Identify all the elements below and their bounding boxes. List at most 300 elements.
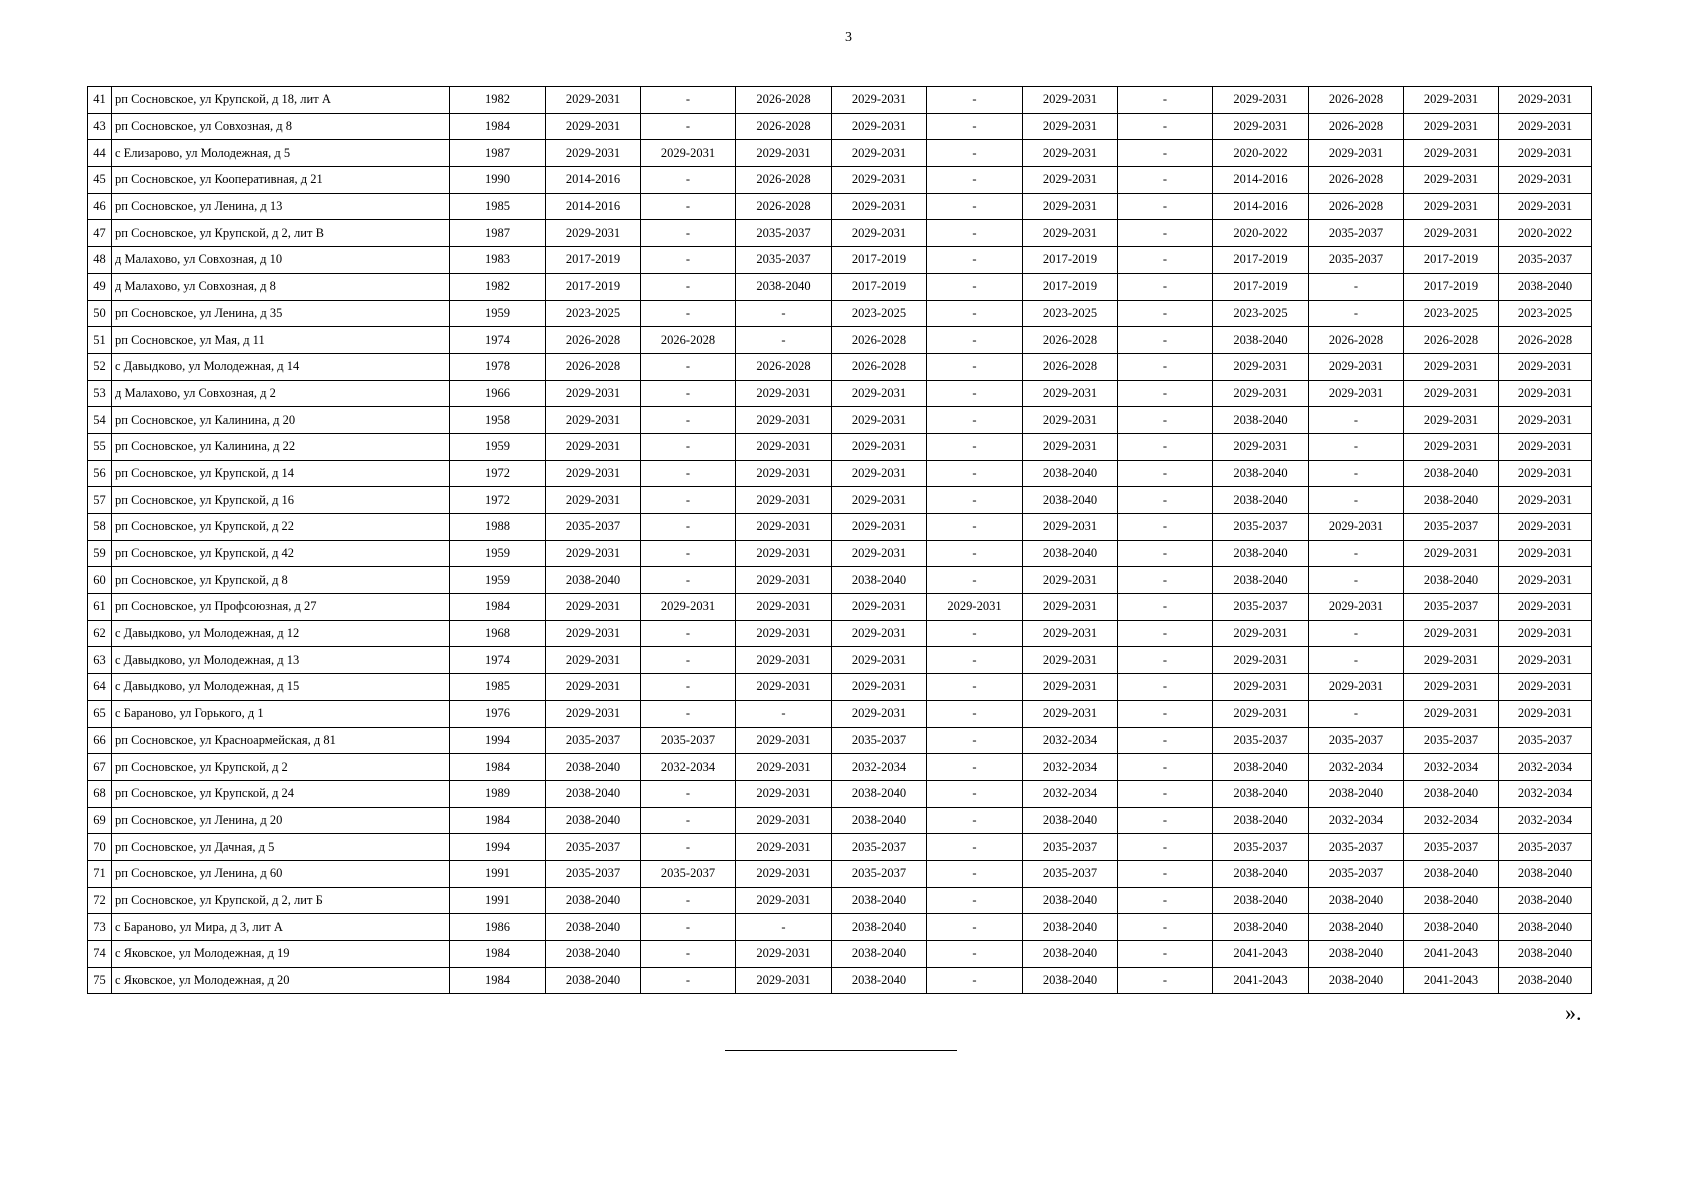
address-cell: с Давыдково, ул Молодежная, д 13 [112, 647, 450, 674]
period-cell: 2014-2016 [1213, 193, 1309, 220]
row-number-cell: 74 [88, 941, 112, 968]
period-cell: - [1309, 300, 1404, 327]
period-cell: 2026-2028 [1404, 327, 1499, 354]
year-cell: 1959 [450, 300, 546, 327]
period-cell: 2029-2031 [832, 620, 927, 647]
period-cell: 2029-2031 [736, 834, 832, 861]
period-cell: 2017-2019 [546, 247, 641, 274]
period-cell: - [927, 87, 1023, 114]
row-number-cell: 50 [88, 300, 112, 327]
period-cell: 2029-2031 [736, 674, 832, 701]
period-cell: 2029-2031 [736, 647, 832, 674]
period-cell: 2029-2031 [1213, 87, 1309, 114]
period-cell: 2035-2037 [546, 860, 641, 887]
period-cell: - [927, 380, 1023, 407]
period-cell: - [1118, 754, 1213, 781]
period-cell: 2023-2025 [546, 300, 641, 327]
period-cell: 2029-2031 [1213, 380, 1309, 407]
period-cell: 2023-2025 [1213, 300, 1309, 327]
period-cell: 2035-2037 [1309, 834, 1404, 861]
period-cell: - [927, 647, 1023, 674]
period-cell: 2038-2040 [1213, 460, 1309, 487]
period-cell: 2020-2022 [1213, 220, 1309, 247]
period-cell: 2029-2031 [1023, 167, 1118, 194]
period-cell: 2038-2040 [736, 273, 832, 300]
period-cell: - [641, 460, 736, 487]
period-cell: 2032-2034 [1499, 780, 1592, 807]
period-cell: 2029-2031 [1404, 540, 1499, 567]
row-number-cell: 72 [88, 887, 112, 914]
period-cell: 2026-2028 [1023, 353, 1118, 380]
period-cell: 2029-2031 [1404, 620, 1499, 647]
period-cell: 2038-2040 [1213, 860, 1309, 887]
year-cell: 1985 [450, 193, 546, 220]
year-cell: 1983 [450, 247, 546, 274]
year-cell: 1984 [450, 941, 546, 968]
period-cell: - [1118, 193, 1213, 220]
table-row [88, 220, 1592, 247]
period-cell: 2029-2031 [832, 674, 927, 701]
period-cell: 2032-2034 [1309, 754, 1404, 781]
period-cell: 2017-2019 [1213, 247, 1309, 274]
period-cell: 2029-2031 [736, 487, 832, 514]
period-cell: 2029-2031 [546, 594, 641, 621]
year-cell: 1982 [450, 273, 546, 300]
address-cell: с Яковское, ул Молодежная, д 19 [112, 941, 450, 968]
period-cell: 2026-2028 [736, 353, 832, 380]
period-cell: 2029-2031 [1499, 407, 1592, 434]
period-cell: 2017-2019 [1023, 273, 1118, 300]
period-cell: 2029-2031 [1499, 567, 1592, 594]
period-cell: - [927, 433, 1023, 460]
period-cell: 2038-2040 [832, 807, 927, 834]
period-cell: 2029-2031 [736, 380, 832, 407]
table-row [88, 807, 1592, 834]
table-body [88, 87, 1592, 994]
period-cell: - [1309, 433, 1404, 460]
period-cell: - [927, 914, 1023, 941]
period-cell: 2029-2031 [546, 380, 641, 407]
period-cell: - [641, 807, 736, 834]
period-cell: 2038-2040 [1023, 540, 1118, 567]
period-cell: - [1118, 353, 1213, 380]
year-cell: 1958 [450, 407, 546, 434]
period-cell: 2029-2031 [641, 594, 736, 621]
period-cell: - [1118, 140, 1213, 167]
period-cell: - [1118, 887, 1213, 914]
period-cell: 2035-2037 [1404, 727, 1499, 754]
period-cell: - [1118, 727, 1213, 754]
period-cell: 2026-2028 [736, 193, 832, 220]
period-cell: - [1118, 860, 1213, 887]
period-cell: 2035-2037 [736, 247, 832, 274]
period-cell: 2038-2040 [832, 567, 927, 594]
period-cell: 2029-2031 [1309, 514, 1404, 541]
address-cell: рп Сосновское, ул Крупской, д 42 [112, 540, 450, 567]
period-cell: 2035-2037 [1213, 727, 1309, 754]
table-row [88, 914, 1592, 941]
period-cell: - [927, 353, 1023, 380]
period-cell: 2041-2043 [1404, 941, 1499, 968]
period-cell: 2041-2043 [1404, 967, 1499, 994]
period-cell: 2035-2037 [1309, 727, 1404, 754]
period-cell: 2029-2031 [832, 460, 927, 487]
period-cell: 2035-2037 [1023, 834, 1118, 861]
period-cell: - [927, 193, 1023, 220]
table-row [88, 674, 1592, 701]
year-cell: 1972 [450, 460, 546, 487]
period-cell: 2038-2040 [1213, 807, 1309, 834]
period-cell: - [927, 567, 1023, 594]
period-cell: 2038-2040 [1404, 860, 1499, 887]
period-cell: - [736, 914, 832, 941]
period-cell: - [927, 834, 1023, 861]
period-cell: 2029-2031 [832, 113, 927, 140]
period-cell: 2035-2037 [832, 834, 927, 861]
period-cell: 2032-2034 [1404, 754, 1499, 781]
period-cell: 2029-2031 [1023, 140, 1118, 167]
row-number-cell: 69 [88, 807, 112, 834]
period-cell: 2038-2040 [1213, 407, 1309, 434]
table-row [88, 514, 1592, 541]
period-cell: 2038-2040 [832, 780, 927, 807]
period-cell: 2038-2040 [832, 941, 927, 968]
year-cell: 1984 [450, 113, 546, 140]
address-cell: рп Сосновское, ул Кооперативная, д 21 [112, 167, 450, 194]
period-cell: - [1118, 647, 1213, 674]
period-cell: 2029-2031 [927, 594, 1023, 621]
period-cell: 2029-2031 [1499, 487, 1592, 514]
period-cell: 2032-2034 [1309, 807, 1404, 834]
period-cell: 2020-2022 [1499, 220, 1592, 247]
period-cell: - [1118, 300, 1213, 327]
table-row [88, 353, 1592, 380]
period-cell: 2029-2031 [546, 113, 641, 140]
period-cell: 2029-2031 [736, 887, 832, 914]
period-cell: 2029-2031 [736, 567, 832, 594]
period-cell: - [1309, 273, 1404, 300]
period-cell: 2029-2031 [1404, 433, 1499, 460]
table-row [88, 834, 1592, 861]
period-cell: - [927, 514, 1023, 541]
period-cell: 2029-2031 [1404, 87, 1499, 114]
period-cell: 2029-2031 [736, 460, 832, 487]
row-number-cell: 44 [88, 140, 112, 167]
period-cell: - [1118, 327, 1213, 354]
period-cell: 2035-2037 [546, 834, 641, 861]
period-cell: 2032-2034 [641, 754, 736, 781]
period-cell: - [641, 380, 736, 407]
table-row [88, 273, 1592, 300]
table-row [88, 567, 1592, 594]
period-cell: 2029-2031 [832, 647, 927, 674]
period-cell: - [1309, 540, 1404, 567]
period-cell: 2017-2019 [832, 247, 927, 274]
period-cell: 2026-2028 [641, 327, 736, 354]
period-cell: 2035-2037 [1499, 727, 1592, 754]
period-cell: 2038-2040 [832, 887, 927, 914]
row-number-cell: 52 [88, 353, 112, 380]
period-cell: - [927, 967, 1023, 994]
period-cell: 2038-2040 [546, 887, 641, 914]
period-cell: - [641, 300, 736, 327]
period-cell: - [1309, 700, 1404, 727]
table-row [88, 647, 1592, 674]
period-cell: 2017-2019 [1404, 247, 1499, 274]
period-cell: 2035-2037 [736, 220, 832, 247]
period-cell: 2029-2031 [1023, 113, 1118, 140]
table-row [88, 860, 1592, 887]
period-cell: 2038-2040 [546, 941, 641, 968]
period-cell: - [1118, 460, 1213, 487]
period-cell: 2029-2031 [736, 433, 832, 460]
period-cell: 2029-2031 [1213, 647, 1309, 674]
period-cell: - [641, 647, 736, 674]
period-cell: 2014-2016 [1213, 167, 1309, 194]
period-cell: - [1118, 167, 1213, 194]
period-cell: - [1118, 433, 1213, 460]
period-cell: 2038-2040 [1023, 460, 1118, 487]
year-cell: 1974 [450, 647, 546, 674]
row-number-cell: 58 [88, 514, 112, 541]
period-cell: 2029-2031 [1023, 193, 1118, 220]
period-cell: - [641, 167, 736, 194]
year-cell: 1984 [450, 967, 546, 994]
address-cell: рп Сосновское, ул Ленина, д 35 [112, 300, 450, 327]
period-cell: 2023-2025 [1023, 300, 1118, 327]
address-cell: рп Сосновское, ул Калинина, д 20 [112, 407, 450, 434]
period-cell: - [641, 220, 736, 247]
address-cell: рп Сосновское, ул Красноармейская, д 81 [112, 727, 450, 754]
period-cell: 2029-2031 [1404, 700, 1499, 727]
period-cell: 2035-2037 [1404, 834, 1499, 861]
period-cell: - [927, 620, 1023, 647]
period-cell: 2029-2031 [736, 407, 832, 434]
period-cell: - [1118, 914, 1213, 941]
period-cell: - [1118, 700, 1213, 727]
row-number-cell: 68 [88, 780, 112, 807]
address-cell: д Малахово, ул Совхозная, д 10 [112, 247, 450, 274]
period-cell: - [641, 433, 736, 460]
row-number-cell: 43 [88, 113, 112, 140]
period-cell: - [641, 887, 736, 914]
period-cell: 2029-2031 [546, 487, 641, 514]
period-cell: 2029-2031 [1023, 700, 1118, 727]
period-cell: - [641, 113, 736, 140]
period-cell: 2029-2031 [546, 700, 641, 727]
period-cell: 2035-2037 [832, 727, 927, 754]
period-cell: 2029-2031 [832, 140, 927, 167]
period-cell: 2038-2040 [1499, 941, 1592, 968]
period-cell: 2026-2028 [832, 353, 927, 380]
period-cell: 2035-2037 [641, 860, 736, 887]
period-cell: 2026-2028 [1309, 113, 1404, 140]
period-cell: 2029-2031 [832, 167, 927, 194]
period-cell: 2017-2019 [1213, 273, 1309, 300]
period-cell: - [927, 780, 1023, 807]
period-cell: 2029-2031 [1213, 113, 1309, 140]
period-cell: 2023-2025 [1404, 300, 1499, 327]
period-cell: - [641, 487, 736, 514]
period-cell: 2038-2040 [1213, 327, 1309, 354]
address-cell: рп Сосновское, ул Крупской, д 14 [112, 460, 450, 487]
period-cell: 2029-2031 [736, 807, 832, 834]
period-cell: 2038-2040 [1404, 567, 1499, 594]
period-cell: 2038-2040 [546, 807, 641, 834]
period-cell: 2038-2040 [1023, 887, 1118, 914]
period-cell: 2029-2031 [1499, 647, 1592, 674]
row-number-cell: 60 [88, 567, 112, 594]
period-cell: 2029-2031 [832, 87, 927, 114]
period-cell: 2017-2019 [1404, 273, 1499, 300]
period-cell: - [641, 514, 736, 541]
year-cell: 1974 [450, 327, 546, 354]
period-cell: - [1118, 87, 1213, 114]
footer-rule [725, 1050, 957, 1051]
period-cell: 2029-2031 [1499, 380, 1592, 407]
period-cell: - [1118, 380, 1213, 407]
period-cell: 2029-2031 [1023, 674, 1118, 701]
table-row [88, 620, 1592, 647]
period-cell: 2029-2031 [1404, 193, 1499, 220]
period-cell: 2038-2040 [1404, 914, 1499, 941]
period-cell: - [1118, 807, 1213, 834]
period-cell: - [641, 914, 736, 941]
period-cell: 2029-2031 [832, 594, 927, 621]
year-cell: 1991 [450, 887, 546, 914]
row-number-cell: 73 [88, 914, 112, 941]
period-cell: 2029-2031 [736, 780, 832, 807]
table-row [88, 247, 1592, 274]
period-cell: 2032-2034 [1499, 754, 1592, 781]
period-cell: 2029-2031 [1023, 647, 1118, 674]
period-cell: 2035-2037 [1499, 834, 1592, 861]
period-cell: - [641, 407, 736, 434]
period-cell: 2029-2031 [1213, 353, 1309, 380]
period-cell: - [1309, 407, 1404, 434]
period-cell: 2029-2031 [736, 514, 832, 541]
period-cell: 2014-2016 [546, 193, 641, 220]
period-cell: 2029-2031 [1309, 140, 1404, 167]
period-cell: 2038-2040 [832, 914, 927, 941]
table-row [88, 754, 1592, 781]
table-row [88, 380, 1592, 407]
period-cell: - [1118, 834, 1213, 861]
period-cell: - [641, 620, 736, 647]
period-cell: 2029-2031 [546, 540, 641, 567]
period-cell: 2029-2031 [832, 380, 927, 407]
period-cell: 2038-2040 [1213, 487, 1309, 514]
table-row [88, 460, 1592, 487]
period-cell: - [1118, 540, 1213, 567]
period-cell: 2029-2031 [1404, 353, 1499, 380]
period-cell: 2041-2043 [1213, 941, 1309, 968]
period-cell: 2038-2040 [1023, 807, 1118, 834]
row-number-cell: 66 [88, 727, 112, 754]
period-cell: 2035-2037 [1404, 594, 1499, 621]
period-cell: - [927, 674, 1023, 701]
year-cell: 1968 [450, 620, 546, 647]
year-cell: 1987 [450, 220, 546, 247]
address-cell: рп Сосновское, ул Калинина, д 22 [112, 433, 450, 460]
period-cell: - [927, 220, 1023, 247]
period-cell: 2023-2025 [1499, 300, 1592, 327]
period-cell: 2029-2031 [832, 514, 927, 541]
period-cell: 2029-2031 [832, 407, 927, 434]
period-cell: 2029-2031 [1023, 620, 1118, 647]
period-cell: 2038-2040 [1213, 567, 1309, 594]
address-cell: с Давыдково, ул Молодежная, д 14 [112, 353, 450, 380]
period-cell: 2029-2031 [546, 647, 641, 674]
period-cell: 2032-2034 [1023, 754, 1118, 781]
period-cell: 2029-2031 [1023, 433, 1118, 460]
row-number-cell: 65 [88, 700, 112, 727]
period-cell: 2029-2031 [736, 967, 832, 994]
table-row [88, 167, 1592, 194]
year-cell: 1987 [450, 140, 546, 167]
table-row [88, 727, 1592, 754]
period-cell: 2038-2040 [1499, 887, 1592, 914]
period-cell: 2026-2028 [736, 167, 832, 194]
period-cell: 2026-2028 [1309, 327, 1404, 354]
period-cell: 2023-2025 [832, 300, 927, 327]
repair-schedule-table [87, 86, 1592, 994]
address-cell: рп Сосновское, ул Дачная, д 5 [112, 834, 450, 861]
period-cell: - [927, 700, 1023, 727]
row-number-cell: 56 [88, 460, 112, 487]
address-cell: рп Сосновское, ул Крупской, д 8 [112, 567, 450, 594]
period-cell: - [641, 193, 736, 220]
period-cell: 2035-2037 [1499, 247, 1592, 274]
period-cell: - [927, 140, 1023, 167]
period-cell: 2029-2031 [1213, 433, 1309, 460]
row-number-cell: 48 [88, 247, 112, 274]
period-cell: 2038-2040 [546, 780, 641, 807]
period-cell: 2029-2031 [832, 433, 927, 460]
period-cell: - [1118, 567, 1213, 594]
period-cell: 2029-2031 [1404, 380, 1499, 407]
row-number-cell: 54 [88, 407, 112, 434]
period-cell: 2038-2040 [832, 967, 927, 994]
period-cell: 2029-2031 [1499, 674, 1592, 701]
table-row [88, 433, 1592, 460]
address-cell: рп Сосновское, ул Крупской, д 16 [112, 487, 450, 514]
page-number: 3 [845, 30, 852, 45]
period-cell: - [641, 247, 736, 274]
period-cell: 2029-2031 [546, 220, 641, 247]
period-cell: 2020-2022 [1213, 140, 1309, 167]
period-cell: - [927, 113, 1023, 140]
period-cell: 2032-2034 [1023, 780, 1118, 807]
period-cell: 2029-2031 [1499, 193, 1592, 220]
period-cell: 2041-2043 [1213, 967, 1309, 994]
period-cell: - [1118, 674, 1213, 701]
period-cell: 2038-2040 [1023, 967, 1118, 994]
period-cell: 2029-2031 [736, 540, 832, 567]
period-cell: 2038-2040 [1213, 540, 1309, 567]
table-row [88, 113, 1592, 140]
period-cell: 2035-2037 [1404, 514, 1499, 541]
table-row [88, 300, 1592, 327]
period-cell: 2038-2040 [1213, 754, 1309, 781]
period-cell: - [641, 87, 736, 114]
period-cell: - [927, 540, 1023, 567]
period-cell: - [927, 327, 1023, 354]
year-cell: 1984 [450, 807, 546, 834]
period-cell: - [1309, 647, 1404, 674]
closing-mark: ». [1565, 1000, 1582, 1025]
row-number-cell: 46 [88, 193, 112, 220]
